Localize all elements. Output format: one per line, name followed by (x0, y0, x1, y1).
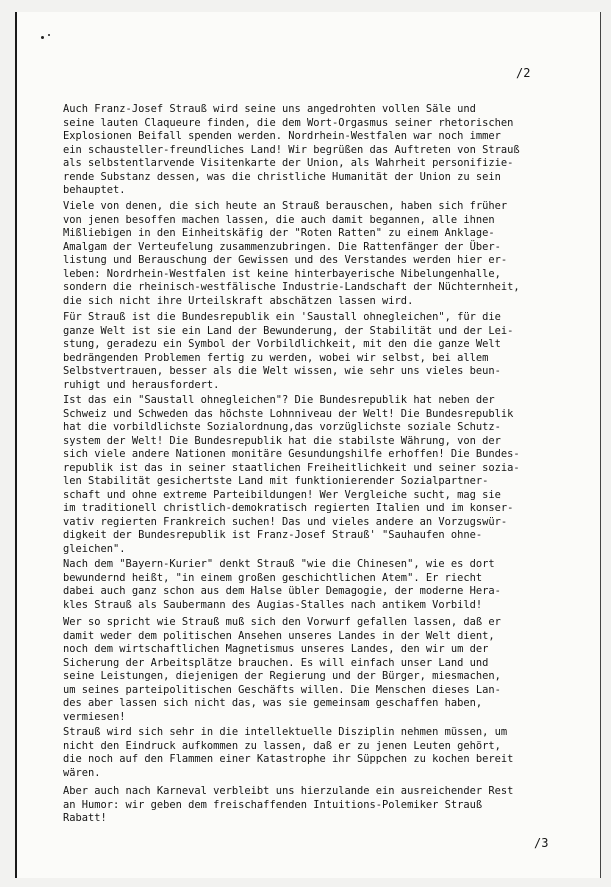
punch-hole-mark (41, 36, 44, 39)
punch-hole-mark (48, 34, 50, 36)
paragraph-1: Auch Franz-Josef Strauß wird seine uns angedrohten vollen Säle und seine lauten Claqueure finden, die dem Wort-Orgasmus seiner rhetorischen Explosionen Beifall spenden werden. Nordrhein-Westfalen war noch immer ein schausteller-freundliches Land! Wir begrüßen das Auftreten von Strauß als selbstentlarvende Visitenkarte der Union, als Wahrheit personifizie- rende Substanz dessen, was die christliche Humanität der Union zu sein behauptet. (63, 103, 520, 196)
paragraph-7: Strauß wird sich sehr in die intellektuelle Disziplin nehmen müssen, um nicht den Eindruck aufkommen zu lassen, daß er zu jenen Leuten gehört, die noch auf den Flammen einer Katastrophe ihr Süppchen zu kochen bereit wären. (63, 726, 514, 779)
paragraph-4: Ist das ein "Saustall ohnegleichen"? Die Bundesrepublik hat neben der Schweiz und Schweden das höchste Lohnniveau der Welt! Die Bundesrepublik hat die vorbildlichste Sozialordnung,das vorzüglichste soziale Schutz- system der Welt! Die Bundesrepublik hat die stabilste Währung, von der sich viele andere Nationen monitäre Gesundungshilfe erhoffen! Die Bundes- republik ist das in seiner staatlichen Freiheitlichkeit und seiner sozia- len Stabilität gesichertste Land mit funktionierender Sozialpartner- schaft und ohne extreme Parteibildungen! Wer Vergleiche sucht, mag sie im traditionell christlich-demokratisch regierten Italien und im konser- vativ regierten Frankreich suchen! Das und vieles andere an Vorzugswür- digkeit der Bundesrepublik ist Franz-Josef Strauß' "Sauhaufen ohne- gleichen". (63, 394, 520, 555)
paragraph-8: Aber auch nach Karneval verbleibt uns hierzulande ein ausreichender Rest an Humor: wir geben dem freischaffenden Intuitions-Polemiker Strauß Rabatt! (63, 785, 514, 824)
page-number-top: /2 (516, 66, 531, 80)
paragraph-6: Wer so spricht wie Strauß muß sich den Vorwurf gefallen lassen, daß er damit weder dem politischen Ansehen unseres Landes in der Welt dient, noch dem wirtschaftlichen Magnetismus unseres Landes, den wir um der Sicherung der Arbeitsplätze brauchen. Es will einfach unser Land und seine Leistungen, diejenigen der Regierung und der Bürger, miesmachen, um seines parteipolitischen Geschäfts willen. Die Menschen dieses Lan- des aber lassen sich nicht das, was sie gemeinsam geschaffen haben, vermiesen! (63, 616, 501, 723)
paragraph-5: Nach dem "Bayern-Kurier" denkt Strauß "wie die Chinesen", wie es dort bewundernd heißt, "in einem großen geschichtlichen Atem". Er riecht dabei auch ganz schon aus dem Halse übler Demagogie, der moderne Hera- kles Strauß als Saubermann des Augias-Stalles nach antikem Vorbild! (63, 558, 501, 611)
paragraph-3: Für Strauß ist die Bundesrepublik ein 'Saustall ohnegleichen", für die ganze Welt ist sie ein Land der Bewunderung, der Stabilität und der Lei- stung, geradezu ein Symbol der Vorbildlichkeit, mit den die ganze Welt bedrängenden Problemen fertig zu werden, wobei wir selbst, bei allem Selbstvertrauen, besser als die Welt wissen, wie sehr uns vieles beun- ruhigt und herausfordert. (63, 311, 514, 391)
paragraph-2: Viele von denen, die sich heute an Strauß berauschen, haben sich früher von jenen besoffen machen lassen, die auch damit begannen, alle ihnen Mißliebigen in den Einheitskäfig der "Roten Ratten" zu einem Anklage- Amalgam der Verteufelung zusammenzubringen. Die Rattenfänger der Über- listung und Berauschung der Gewissen und des Verstandes werden hier er- leben: Nordrhein-Westfalen ist keine hinterbayerische Nibelungenhalle, sondern die rheinisch-westfälische Industrie-Landschaft der Nüchternheit, die sich nicht ihre Urteilskraft abschätzen lassen wird. (63, 200, 520, 307)
page-number-bottom: /3 (534, 836, 549, 850)
